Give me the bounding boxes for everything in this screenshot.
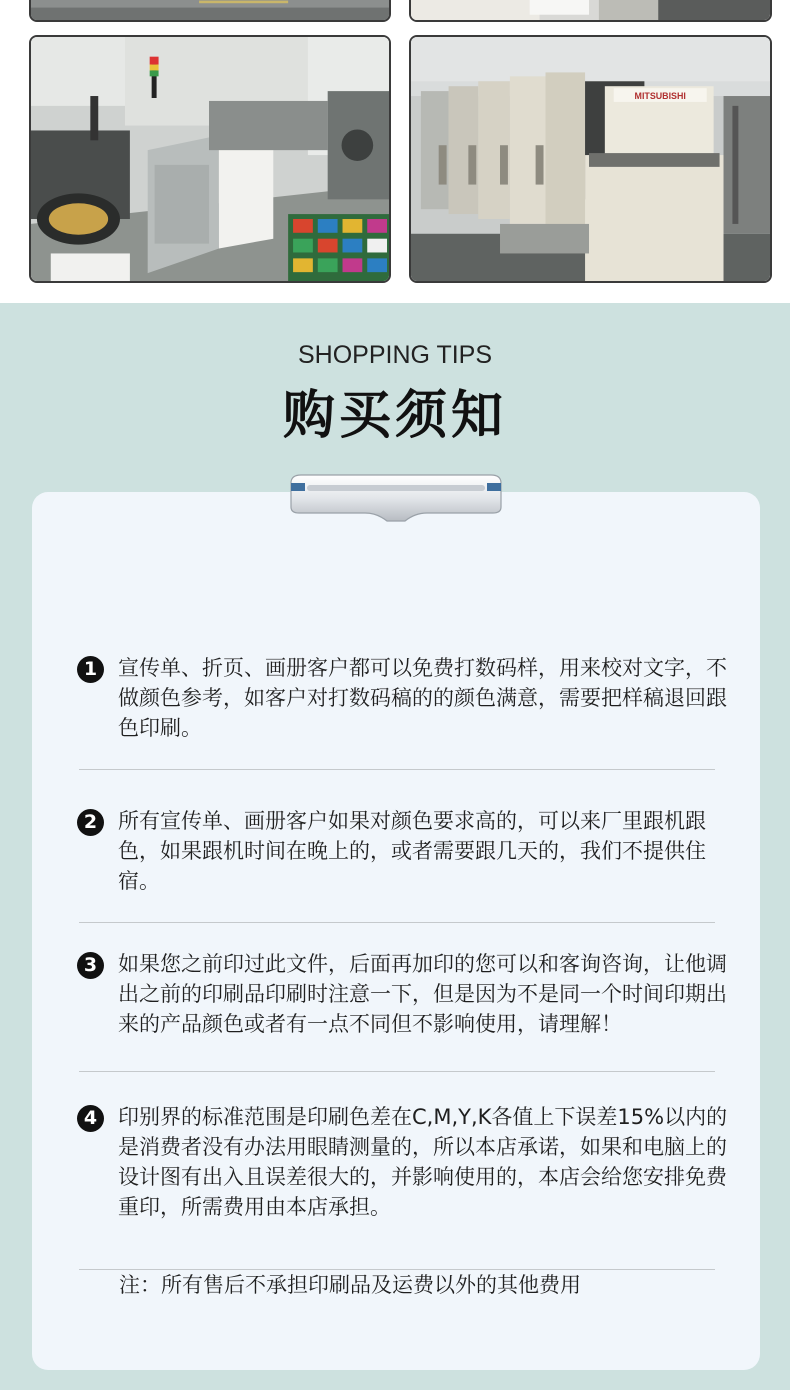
tip-divider (79, 922, 715, 923)
tip-divider (79, 769, 715, 770)
factory-photo-offset-press (409, 35, 772, 283)
tips-card (32, 492, 760, 1370)
tip-number-badge: 3 (77, 952, 104, 979)
shopping-tips-chinese-heading: 购买须知 (282, 386, 507, 446)
press-brand-label: MITSUBISHI (634, 91, 686, 101)
tip-text: 所有宣传单、画册客户如果对颜色要求高的，可以来厂里跟机跟色，如果跟机时间在晚上的，或者需要跟几天的，我们不提供住宿。 (118, 809, 706, 893)
clipboard-clip-icon (287, 469, 505, 525)
tip-item-4 (77, 1102, 737, 1222)
shopping-tips-english-heading: SHOPPING TIPS (297, 341, 493, 369)
tip-number-badge: 2 (77, 809, 104, 836)
factory-photo-top-left (29, 0, 391, 22)
shopping-tips-section (0, 303, 790, 1390)
after-sales-note: 注：所有售后不承担印刷品及运费以外的其他费用 (119, 1273, 581, 1297)
tip-text: 印别界的标准范围是印刷色差在C,M,Y,K各值上下误差15%以内的是消费者没有办法用眼睛测量的，所以本店承诺，如果和电脑上的设计图有出入且误差很大的，并影响使用的，本店会给您安排免费重印，所需费用由本店承担。 (118, 1105, 728, 1219)
tip-text: 宣传单、折页、画册客户都可以免费打数码样，用来校对文字，不做颜色参考，如客户对打数码稿的的颜色满意，需要把样稿退回跟色印刷。 (118, 656, 727, 740)
tip-text: 如果您之前印过此文件，后面再加印的您可以和客询咨询，让他调出之前的印刷品印刷时注意一下，但是因为不是同一个时间印期出来的产品颜色或者有一点不同但不影响使用，请理解！ (118, 952, 727, 1036)
tip-number-badge: 1 (77, 656, 104, 683)
tip-item-1 (77, 653, 737, 743)
factory-photo-top-right (409, 0, 772, 22)
tip-divider (79, 1071, 715, 1072)
tip-item-3 (77, 949, 737, 1039)
tip-number-badge: 4 (77, 1105, 104, 1132)
tip-item-2 (77, 806, 737, 896)
factory-photo-folding-line (29, 35, 391, 283)
